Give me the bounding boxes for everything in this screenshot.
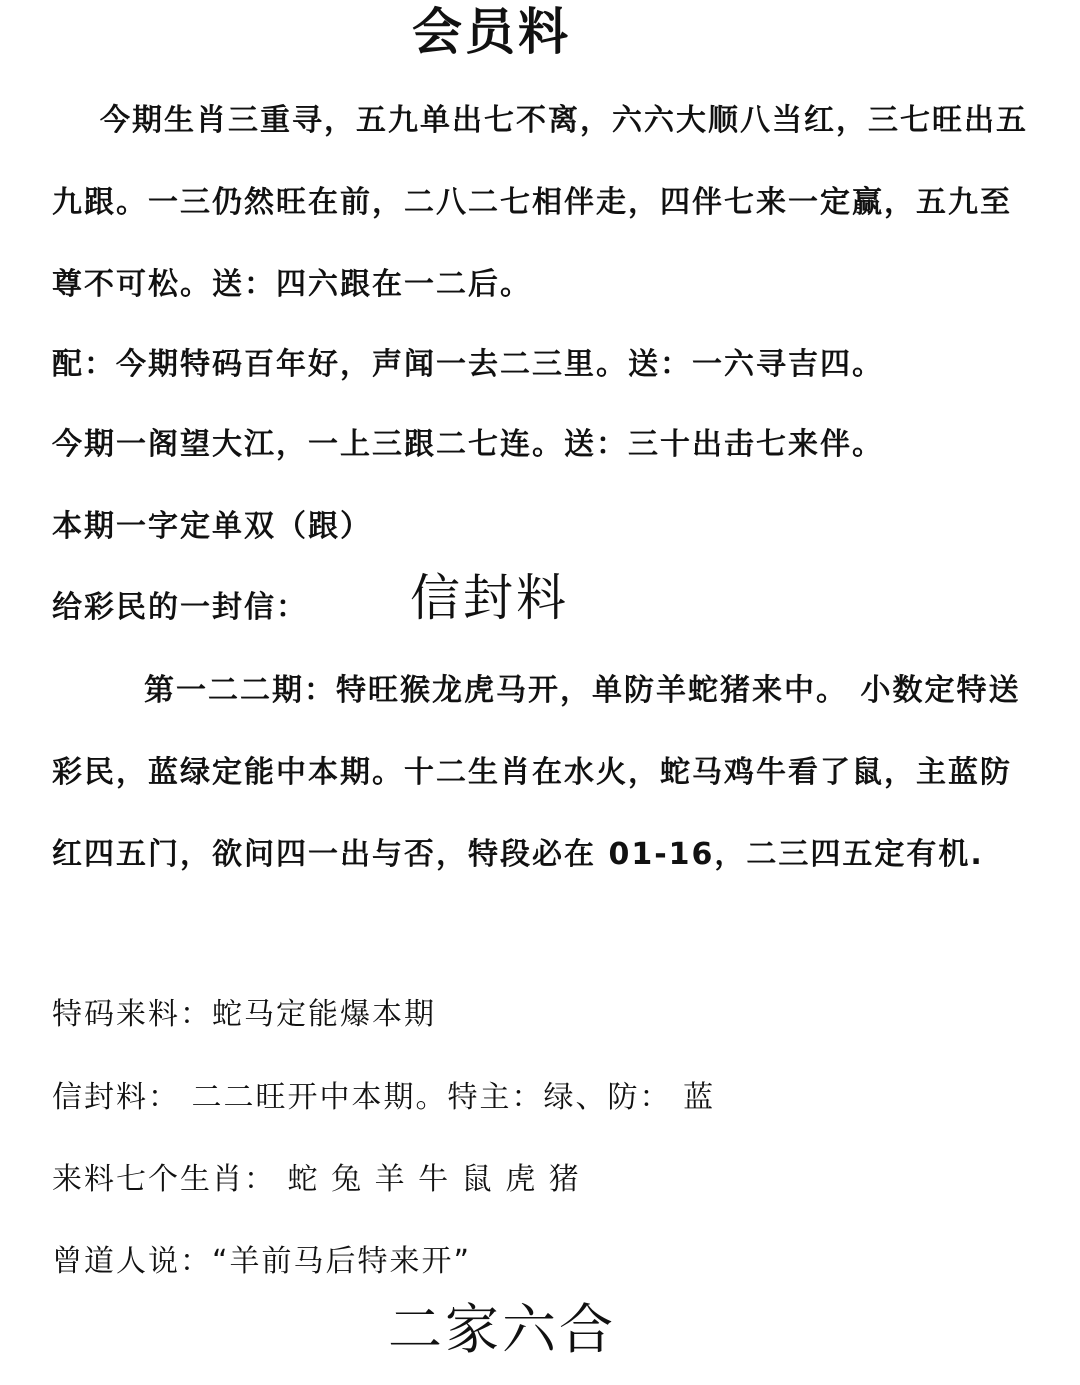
second-section-title: 二家六合 xyxy=(388,1298,616,1361)
jinqi-line: 今期一阁望大江，一上三跟二七连。送：三十出击七来伴。 xyxy=(52,427,884,462)
member-info-paragraph: 今期生肖三重寻，五九单出七不离，六六大顺八当红，三七旺出五九跟。一三仍然旺在前，二八二七相伴走，四伴七来一定赢，五九至尊不可松。送：四六跟在一二后。 xyxy=(52,103,1028,302)
xinfeng-line: 信封料： 二二旺开中本期。特主：绿、防： 蓝 xyxy=(52,1080,716,1115)
pei-line: 配：今期特码百年好，声闻一去二三里。送：一六寻吉四。 xyxy=(52,347,884,382)
member-info-title: 会员料 xyxy=(412,2,571,61)
letter-label: 给彩民的一封信： xyxy=(52,590,308,625)
tema-line: 特码来料：蛇马定能爆本期 xyxy=(52,997,436,1032)
quote-line: 曾道人说：“羊前马后特来开” xyxy=(52,1244,472,1279)
envelope-info-paragraph: 第一二二期：特旺猴龙虎马开，单防羊蛇猪来中。 小数定特送彩民，蓝绿定能中本期。十二生肖在水火，蛇马鸡牛看了鼠，主蓝防红四五门，欲问四一出与否，特段必在 01-16，二三四五定有机. xyxy=(52,673,1021,872)
zodiac-list-line: 来料七个生肖： 蛇 兔 羊 牛 鼠 虎 猪 xyxy=(52,1162,581,1197)
benqi-line: 本期一字定单双（跟） xyxy=(52,509,372,544)
envelope-info-title: 信封料 xyxy=(410,569,569,627)
